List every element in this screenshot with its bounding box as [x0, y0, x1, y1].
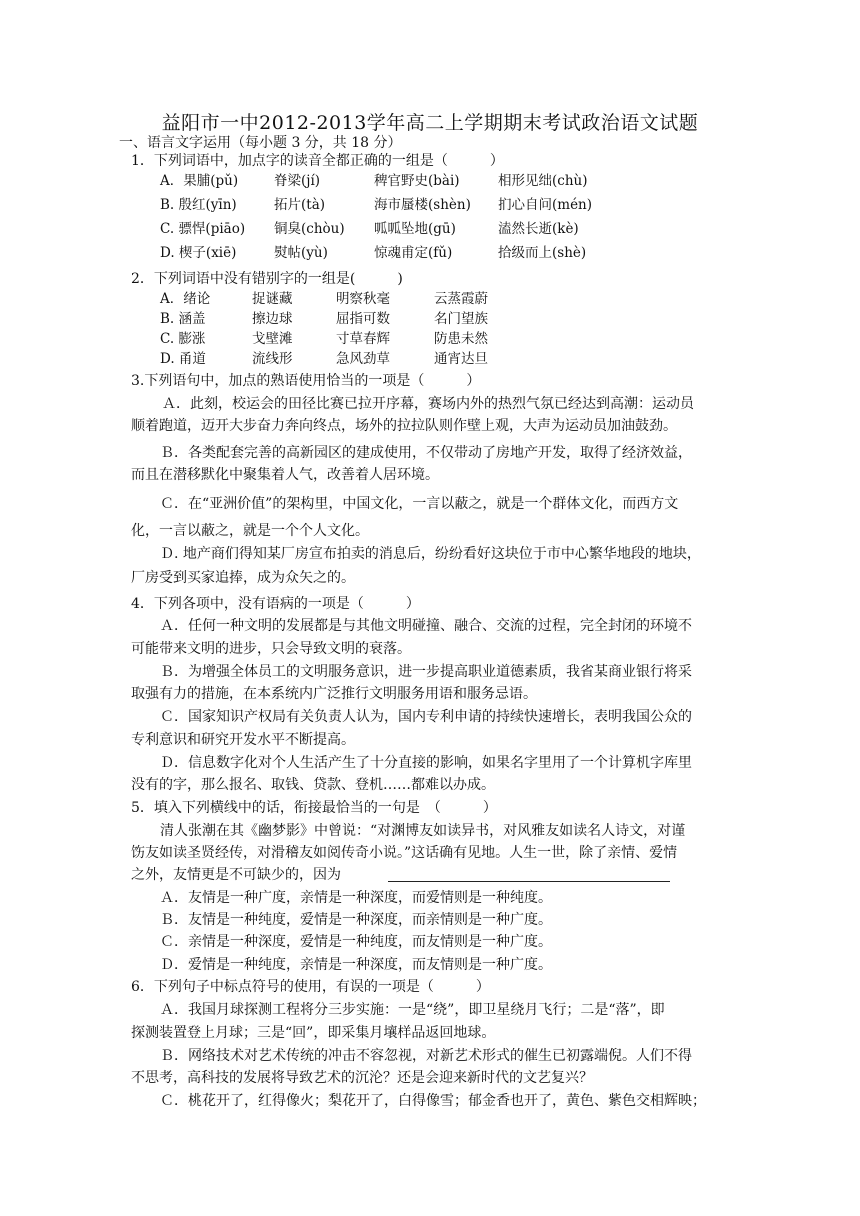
q5-option-c: Ｃ．亲情是一种深度，爱情是一种纯度，而友情则是一种广度。 — [160, 934, 552, 950]
q2-option-b-word: 擦边球 — [252, 311, 293, 327]
q1-option-b-word: 拓片(tà) — [274, 197, 326, 213]
q1-option-a: A．果脯(pǔ) — [160, 173, 239, 189]
q1-option-a-word: 稗官野史(bài) — [374, 173, 460, 189]
q1-option-a-word: 脊梁(jí) — [274, 173, 321, 189]
q1-option-b-word: 海市蜃楼(shèn) — [374, 197, 471, 213]
question-4-stem: 4．下列各项中，没有语病的一项是（ ） — [131, 596, 420, 612]
q5-option-d: Ｄ．爱情是一种纯度，亲情是一种深度，而友情则是一种广度。 — [160, 957, 552, 973]
q5-passage-line: 清人张潮在其《幽梦影》中曾说：“对渊博友如读异书，对风雅友如读名人诗文，对谨 — [160, 823, 686, 839]
q1-option-d: D. 楔子(xiē) — [160, 245, 237, 261]
q6-option-b: Ｂ．网络技术对艺术传统的冲击不容忽视，对新艺术形式的催生已初露端倪。人们不得 — [160, 1048, 692, 1064]
question-6-stem: 6．下列句子中标点符号的使用，有误的一项是（ ） — [131, 979, 490, 995]
answer-blank-line — [388, 881, 670, 882]
question-1-stem: 1．下列词语中，加点字的读音全都正确的一组是（ ） — [131, 153, 504, 169]
q2-option-b-word: 屈指可数 — [336, 311, 390, 327]
q3-option-a: Ａ．此刻，校运会的田径比赛已拉开序幕，赛场内外的热烈气氛已经达到高潮：运动员 — [148, 396, 694, 412]
q1-option-d-word: 拾级而上(shè) — [498, 245, 587, 261]
q3-option-b: Ｂ．各类配套完善的高新园区的建成使用，不仅带动了房地产开发，取得了经济效益， — [160, 445, 692, 461]
q6-option-b-cont: 不思考，高科技的发展将导致艺术的沉沦？还是会迎来新时代的文艺复兴？ — [131, 1070, 593, 1086]
q2-option-c-word: 防患未然 — [434, 331, 488, 347]
q3-option-c: Ｃ．在“亚洲价值”的架构里，中国文化，一言以蔽之，就是一个群体文化，而西方文 — [160, 496, 679, 512]
q2-option-d: D. 甬道 — [160, 351, 206, 367]
page-title: 益阳市一中2012-2013学年高二上学期期末考试政治语文试题 — [161, 112, 699, 134]
q2-option-a: A．绪论 — [160, 291, 211, 307]
q2-option-c: C. 膨涨 — [160, 331, 206, 347]
q2-option-d-word: 流线形 — [252, 351, 293, 367]
q2-option-c-word: 寸草春辉 — [336, 331, 390, 347]
q4-option-b-cont: 取强有力的措施，在本系统内广泛推行文明服务用语和服务忌语。 — [131, 686, 537, 702]
q3-option-c-cont: 化，一言以蔽之，就是一个个人文化。 — [131, 523, 369, 539]
q5-option-b: Ｂ．友情是一种纯度，爱情是一种深度，而亲情则是一种广度。 — [160, 912, 552, 928]
q2-option-c-word: 戈壁滩 — [252, 331, 293, 347]
q1-option-d-word: 熨帖(yù) — [274, 245, 328, 261]
q4-option-d-cont: 没有的字，那么报名、取钱、贷款、登机……都难以办成。 — [131, 777, 495, 793]
q1-option-c-word: 溘然长逝(kè) — [498, 221, 579, 237]
q3-option-d-cont: 厂房受到买家追捧，成为众矢之的。 — [131, 570, 355, 586]
q4-option-a: Ａ．任何一种文明的发展都是与其他文明碰撞、融合、交流的过程，完全封闭的环境不 — [160, 618, 692, 634]
section-heading: 一、语言文字运用（每小题 3 分，共 18 分） — [119, 135, 402, 151]
q4-option-a-cont: 可能带来文明的进步，只会导致文明的衰落。 — [131, 641, 411, 657]
q3-option-a-cont: 顺着跑道，迈开大步奋力奔向终点，场外的拉拉队则作壁上观，大声为运动员加油鼓劲。 — [131, 418, 677, 434]
question-3-stem: 3.下列语句中，加点的熟语使用恰当的一项是（ ） — [131, 373, 481, 389]
q2-option-a-word: 明察秋毫 — [336, 291, 390, 307]
question-2-stem: 2．下列词语中没有错别字的一组是( ) — [131, 271, 403, 287]
q3-option-b-cont: 而且在潜移默化中聚集着人气，改善着人居环境。 — [131, 467, 439, 483]
q2-option-a-word: 云蒸霞蔚 — [434, 291, 488, 307]
q1-option-c-word: 呱呱坠地(gū) — [374, 221, 456, 237]
q1-option-a-word: 相形见绌(chù) — [498, 173, 588, 189]
q6-option-a-cont: 探测装置登上月球；三是“回”，即采集月壤样品返回地球。 — [131, 1025, 496, 1041]
q2-option-b: B. 涵盖 — [160, 311, 206, 327]
q5-option-a: Ａ．友情是一种广度，亲情是一种深度，而爱情则是一种纯度。 — [160, 890, 552, 906]
q3-option-d: Ｄ. 地产商们得知某厂房宣布拍卖的消息后，纷纷看好这块位于市中心繁华地段的地块， — [160, 546, 701, 562]
q1-option-c: C. 骠悍(piāo) — [160, 221, 246, 237]
q6-option-c: Ｃ．桃花开了，红得像火；梨花开了，白得像雪；郁金香也开了，黄色、紫色交相辉映； — [160, 1093, 706, 1109]
q2-option-d-word: 急风劲草 — [336, 351, 390, 367]
question-5-stem: 5．填入下列横线中的话，衔接最恰当的一句是 （ ） — [131, 800, 497, 816]
q1-option-b: B. 殷红(yīn) — [160, 197, 237, 213]
q2-option-a-word: 捉谜藏 — [252, 291, 293, 307]
q1-option-b-word: 扪心自问(mén) — [498, 197, 593, 213]
q5-passage-line: 饬友如读圣贤经传，对滑稽友如阅传奇小说。”这话确有见地。人生一世，除了亲情、爱情 — [131, 845, 678, 861]
q4-option-b: Ｂ．为增强全体员工的文明服务意识，进一步提高职业道德素质，我省某商业银行将采 — [160, 664, 692, 680]
q1-option-c-word: 铜臭(chòu) — [274, 221, 345, 237]
q6-option-a: Ａ．我国月球探测工程将分三步实施：一是“绕”，即卫星绕月飞行；二是“落”，即 — [160, 1002, 665, 1018]
q4-option-d: Ｄ．信息数字化对个人生活产生了十分直接的影响，如果名字里用了一个计算机字库里 — [160, 755, 692, 771]
q4-option-c: Ｃ．国家知识产权局有关负责人认为，国内专利申请的持续快速增长，表明我国公众的 — [160, 709, 692, 725]
q5-passage-line: 之外，友情更是不可缺少的，因为 — [131, 867, 341, 883]
q2-option-b-word: 名门望族 — [434, 311, 488, 327]
q4-option-c-cont: 专利意识和研究开发水平不断提高。 — [131, 732, 355, 748]
q1-option-d-word: 惊魂甫定(fǔ) — [374, 245, 453, 261]
q2-option-d-word: 通宵达旦 — [434, 351, 488, 367]
